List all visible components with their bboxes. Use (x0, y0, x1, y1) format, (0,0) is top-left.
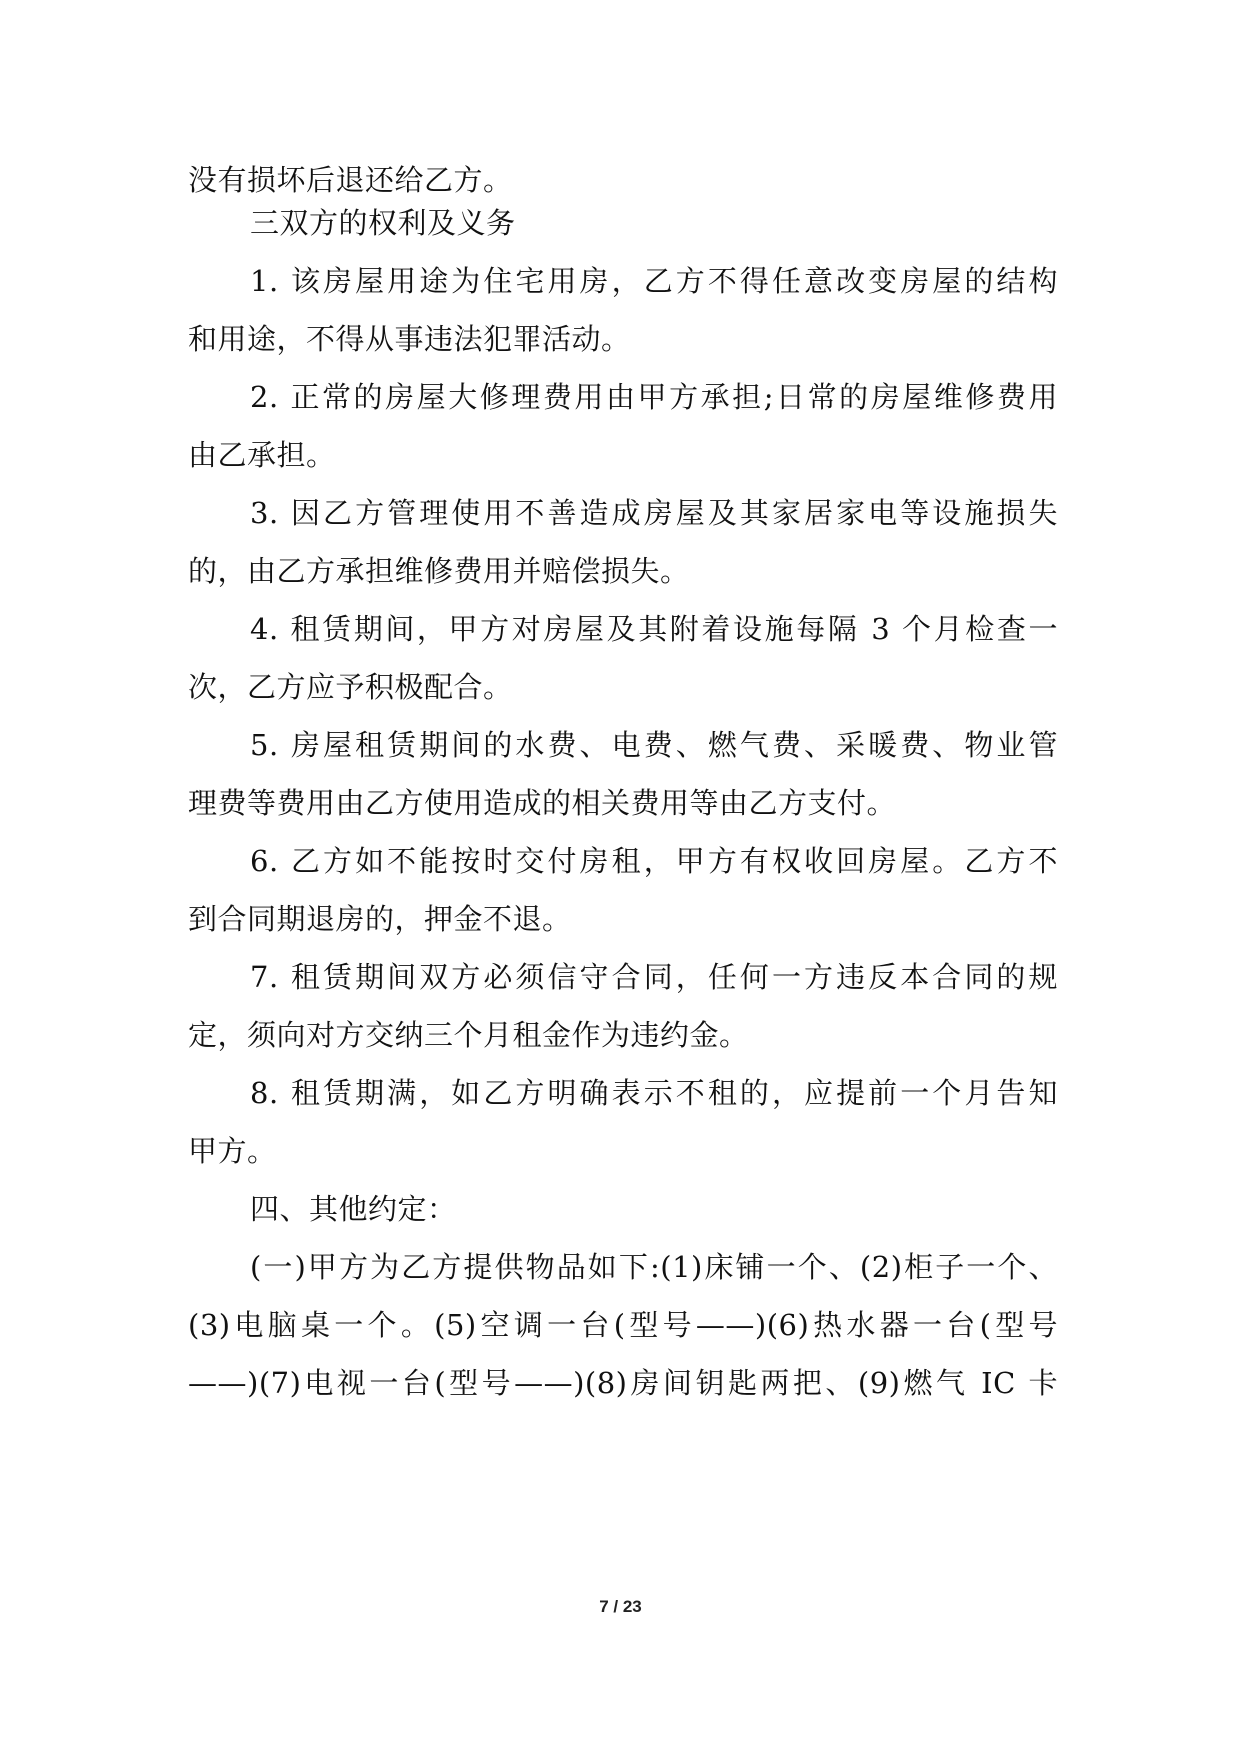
clause-2-line-1: 2. 正常的房屋大修理费用由甲方承担;日常的房屋维修费用 (250, 380, 1058, 414)
clause-3-line-1: 3. 因乙方管理使用不善造成房屋及其家居家电等设施损失 (250, 496, 1058, 530)
clause-6-line-2: 到合同期退房的，押金不退。 (188, 902, 572, 936)
clause-7-line-2: 定，须向对方交纳三个月租金作为违约金。 (188, 1018, 749, 1052)
clause-1-line-1: 1. 该房屋用途为住宅用房，乙方不得任意改变房屋的结构 (250, 264, 1058, 298)
section-heading-other: 四、其他约定： (250, 1192, 457, 1226)
clause-6-line-1: 6. 乙方如不能按时交付房租，甲方有权收回房屋。乙方不 (250, 844, 1058, 878)
page-number: 7 / 23 (599, 1597, 642, 1616)
clause-8-line-2: 甲方。 (188, 1134, 277, 1168)
clause-1-line-2: 和用途，不得从事违法犯罪活动。 (188, 322, 631, 356)
clause-3-line-2: 的，由乙方承担维修费用并赔偿损失。 (188, 554, 690, 588)
clause-4-line-1: 4. 租赁期间，甲方对房屋及其附着设施每隔 3 个月检查一 (250, 612, 1058, 646)
clause-8-line-1: 8. 租赁期满，如乙方明确表示不租的，应提前一个月告知 (250, 1076, 1058, 1110)
clause-7-line-1: 7. 租赁期间双方必须信守合同，任何一方违反本合同的规 (250, 960, 1058, 994)
items-line-1: (一)甲方为乙方提供物品如下:(1)床铺一个、(2)柜子一个、 (250, 1250, 1058, 1284)
items-line-2: (3)电脑桌一个。(5)空调一台(型号——)(6)热水器一台(型号 (188, 1308, 1058, 1342)
items-line-3: ——)(7)电视一台(型号——)(8)房间钥匙两把、(9)燃气 IC 卡 (188, 1366, 1058, 1400)
clause-2-line-2: 由乙承担。 (188, 438, 336, 472)
clause-4-line-2: 次，乙方应予积极配合。 (188, 670, 513, 704)
text-line: 没有损坏后退还给乙方。 (188, 163, 513, 197)
clause-5-line-2: 理费等费用由乙方使用造成的相关费用等由乙方支付。 (188, 786, 897, 820)
section-heading-rights: 三双方的权利及义务 (250, 206, 516, 240)
clause-5-line-1: 5. 房屋租赁期间的水费、电费、燃气费、采暖费、物业管 (250, 728, 1058, 762)
